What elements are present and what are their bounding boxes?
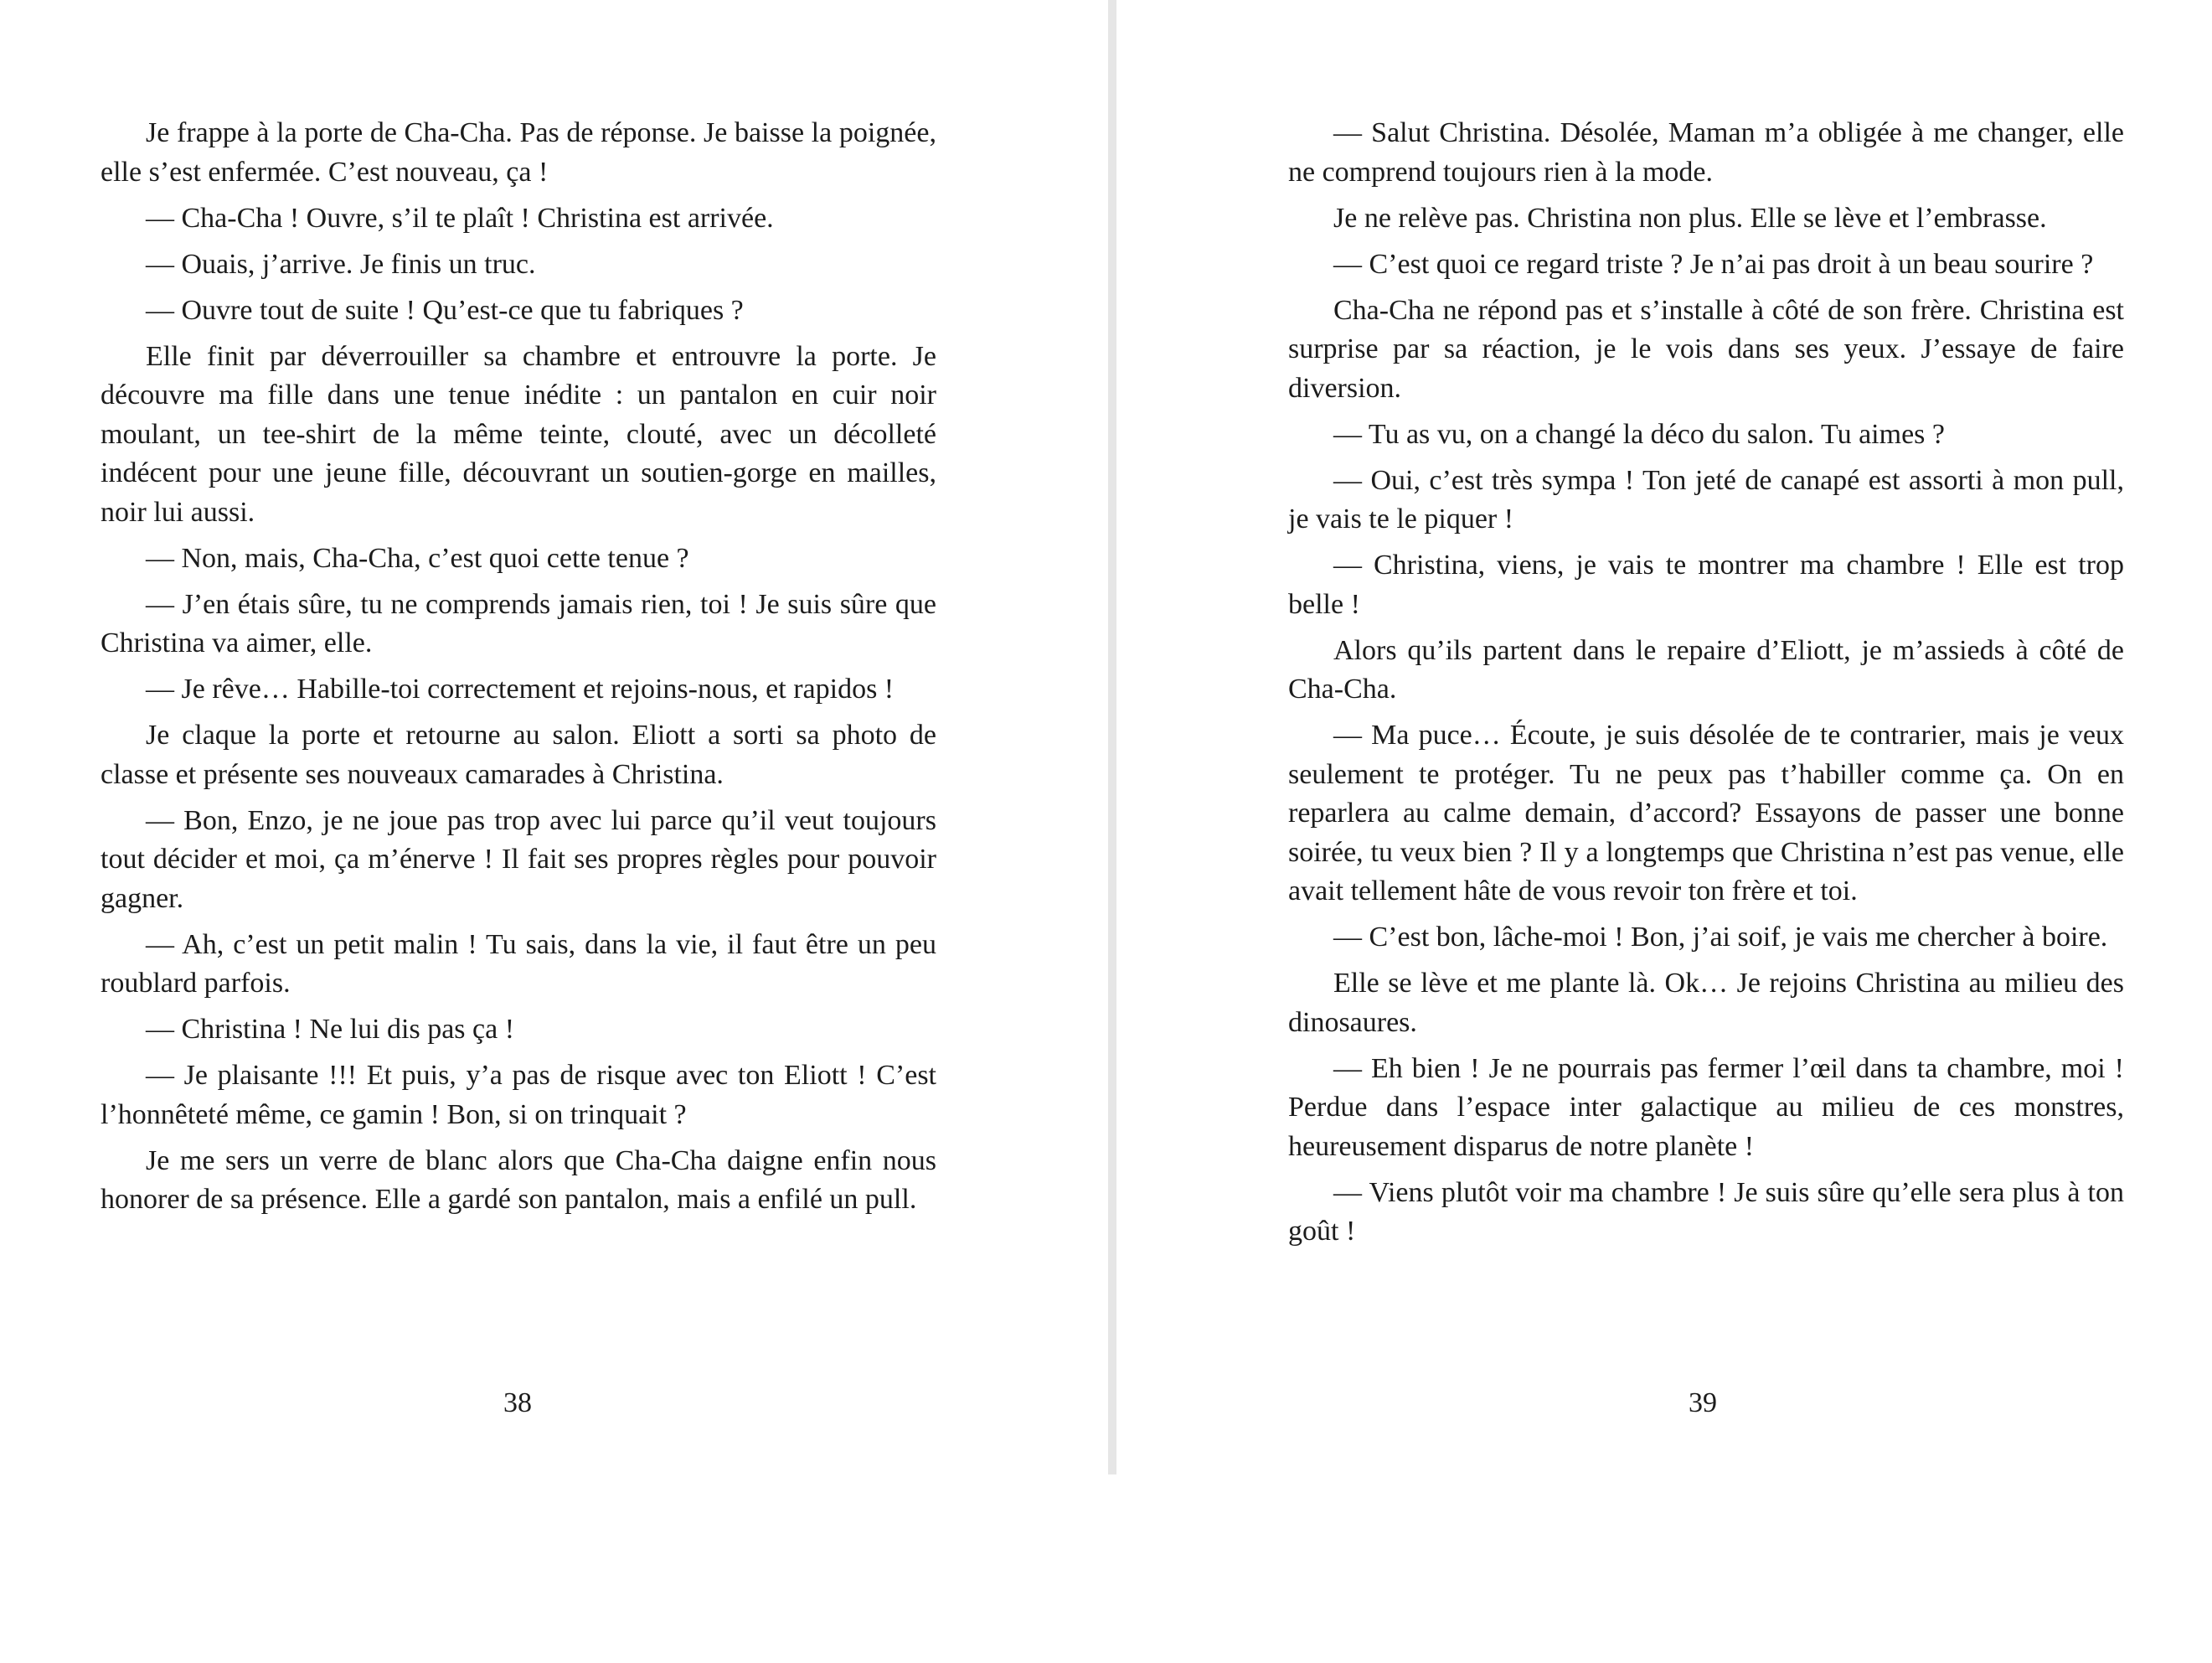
paragraph: Je ne relève pas. Christina non plus. Elle se lève et l’embrasse. [1333,202,2047,234]
paragraph: — Viens plutôt voir ma chambre ! Je suis sûre qu’elle sera plus à ton goût ! [1288,1176,2124,1247]
paragraph: — Ah, c’est un petit malin ! Tu sais, dans la vie, il faut être un peu roublard parfois. [101,928,936,999]
paragraph: — C’est bon, lâche-moi ! Bon, j’ai soif, je vais me chercher à boire. [1333,922,2108,953]
right-page [1116,0,2212,1474]
paragraph: — Je rêve… Habille-toi correctement et rejoins-nous, et rapidos ! [146,674,895,705]
paragraph: — Ma puce… Écoute, je suis désolée de te contrarier, mais je veux seulement te protéger. Tu ne peux pas t’habiller comme ça. On en reparlera au calme demain, d’accord? Essayons de passer une bonne soirée, tu veux bien ? Il y a longtemps que Christina n’est pas venue, elle avait tellement hâte de vous revoir ton frère et toi. [1288,720,2124,906]
paragraph: Je me sers un verre de blanc alors que Cha-Cha daigne enfin nous honorer de sa présence. Elle a gardé son pantalon, mais a enfilé un pull. [101,1144,936,1215]
paragraph: — Oui, c’est très sympa ! Ton jeté de canapé est assorti à mon pull, je vais te le piquer ! [1288,464,2124,535]
paragraph: — Salut Christina. Désolée, Maman m’a obligée à me changer, elle ne comprend toujours rien à la mode. [1288,117,2124,188]
left-page [0,0,1108,1474]
paragraph: — Eh bien ! Je ne pourrais pas fermer l’œil dans ta chambre, moi ! Perdue dans l’espace inter galactique au milieu de ces monstres, heureusement disparus de notre planète ! [1288,1052,2124,1162]
paragraph: — C’est quoi ce regard triste ? Je n’ai pas droit à un beau sourire ? [1333,248,2094,280]
right-page-text [1288,114,2124,1252]
paragraph: Alors qu’ils partent dans le repaire d’Eliott, je m’assieds à côté de Cha-Cha. [1288,634,2124,705]
paragraph: — Christina, viens, je vais te montrer ma chambre ! Elle est trop belle ! [1288,550,2124,620]
paragraph: Je claque la porte et retourne au salon. Eliott a sorti sa photo de classe et présente ses nouveaux camarades à Christina. [101,720,936,790]
page-number-right: 39 [1689,1387,1717,1418]
paragraph: — Ouvre tout de suite ! Qu’est-ce que tu fabriques ? [146,294,744,326]
paragraph: — Je plaisante !!! Et puis, y’a pas de risque avec ton Eliott ! C’est l’honnêteté même, ce gamin ! Bon, si on trinquait ? [101,1060,936,1130]
paragraph: — Tu as vu, on a changé la déco du salon. Tu aimes ? [1333,418,1945,450]
paragraph: — Non, mais, Cha-Cha, c’est quoi cette tenue ? [146,542,689,574]
left-page-text [101,114,936,1220]
paragraph: Je frappe à la porte de Cha-Cha. Pas de réponse. Je baisse la poignée, elle s’est enfermée. C’est nouveau, ça ! [101,117,936,188]
paragraph: Cha-Cha ne répond pas et s’installe à côté de son frère. Christina est surprise par sa réaction, je le vois dans ses yeux. J’essaye de faire diversion. [1288,294,2124,404]
paragraph: — Christina ! Ne lui dis pas ça ! [146,1014,515,1045]
paragraph: — Ouais, j’arrive. Je finis un truc. [146,248,536,280]
paragraph: — Bon, Enzo, je ne joue pas trop avec lui parce qu’il veut toujours tout décider et moi, ça m’énerve ! Il fait ses propres règles pour pouvoir gagner. [101,804,936,914]
paragraph: — Cha-Cha ! Ouvre, s’il te plaît ! Christina est arrivée. [146,202,774,234]
paragraph: Elle se lève et me plante là. Ok… Je rejoins Christina au milieu des dinosaures. [1288,968,2124,1038]
paragraph: Elle finit par déverrouiller sa chambre et entrouvre la porte. Je découvre ma fille dans une tenue inédite : un pantalon en cuir noir moulant, un tee-shirt de la même teinte, clouté, avec un décolleté indécent pour une jeune fille, découvrant un soutien-gorge en mailles, noir lui aussi. [101,340,936,528]
page-number-left: 38 [503,1387,532,1418]
page-gutter [1108,0,1116,1474]
paragraph: — J’en étais sûre, tu ne comprends jamais rien, toi ! Je suis sûre que Christina va aimer, elle. [101,588,936,658]
